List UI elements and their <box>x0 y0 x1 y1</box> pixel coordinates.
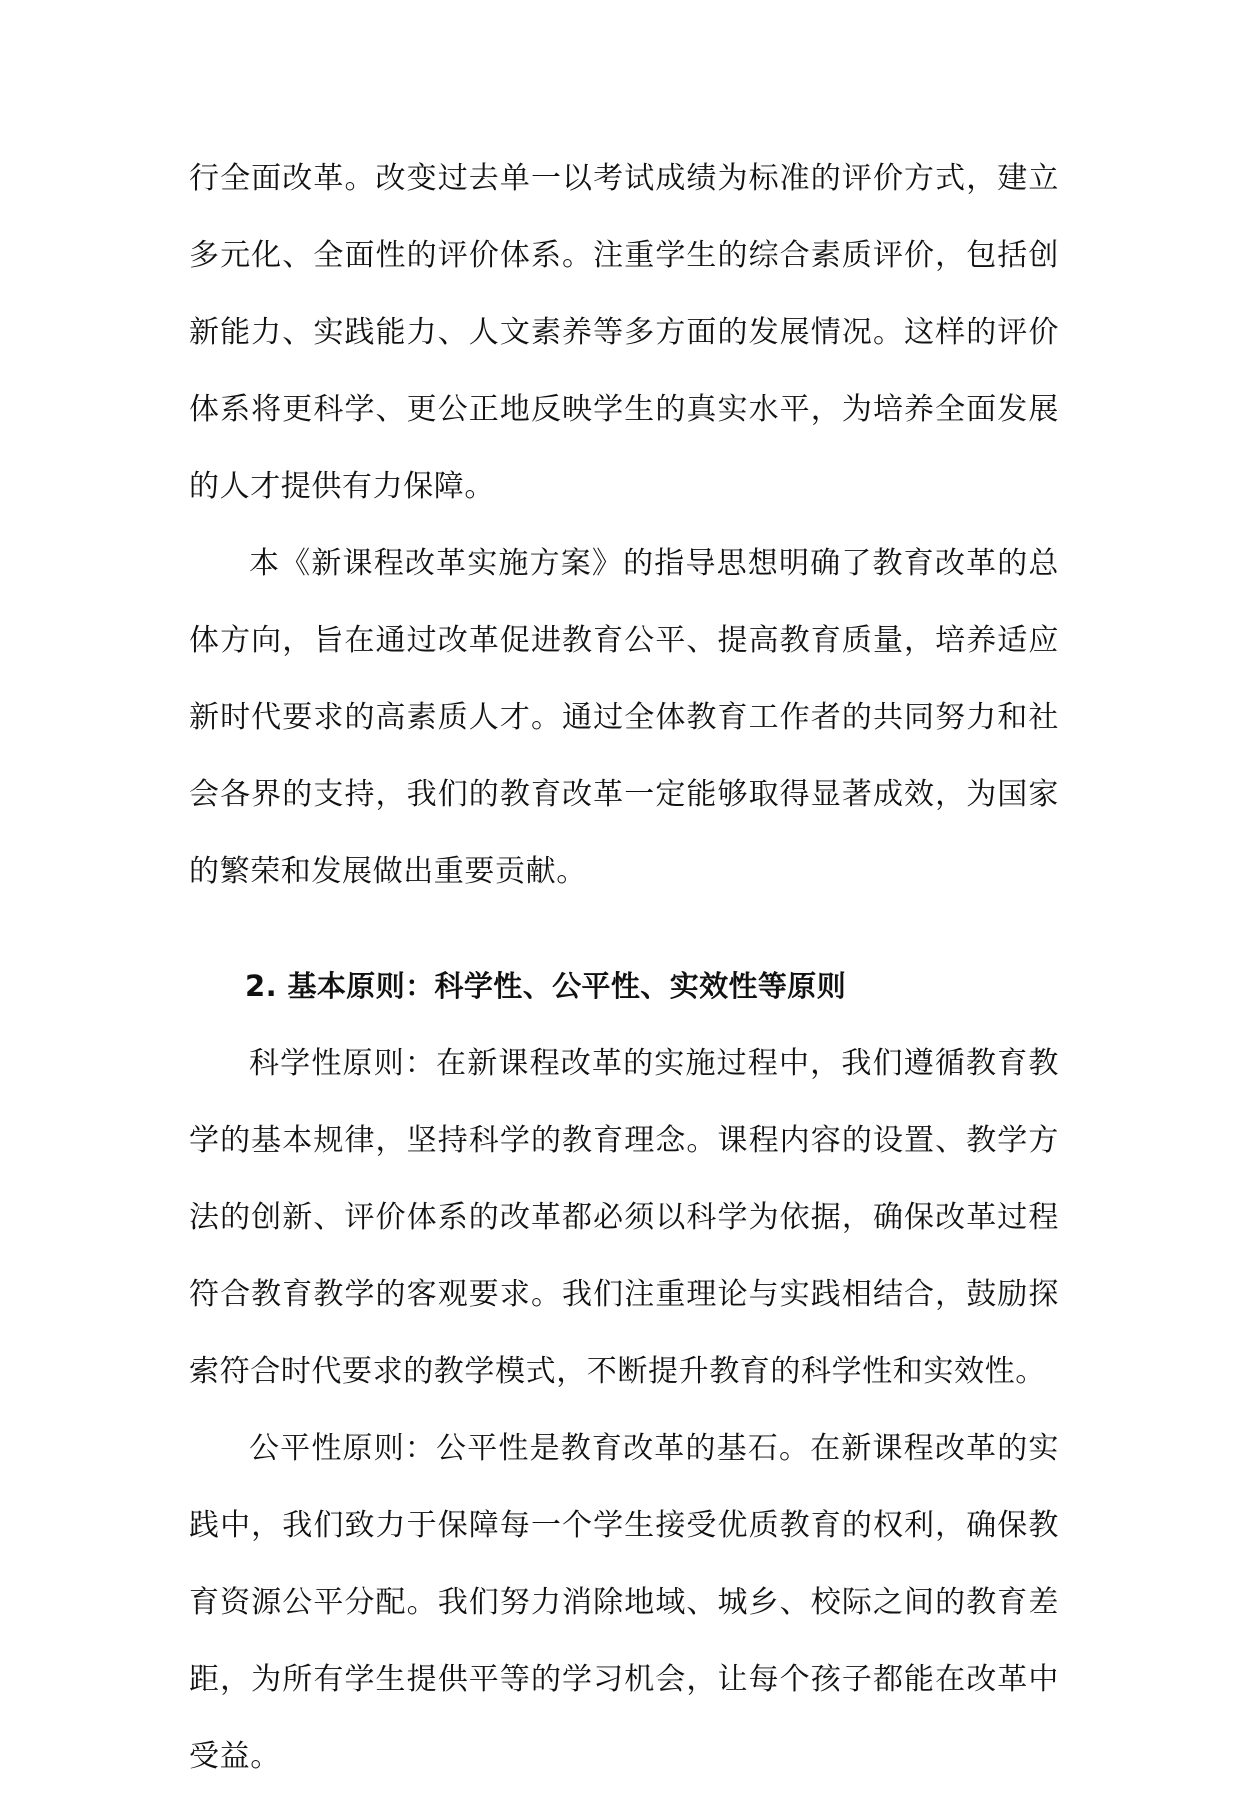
document-body <box>189 140 1059 1795</box>
section-spacer <box>189 910 1059 948</box>
section-heading-basic-principles: 2. 基本原则：科学性、公平性、实效性等原则 <box>245 969 847 1003</box>
paragraph-guiding-ideology-summary: 本《新课程改革实施方案》的指导思想明确了教育改革的总体方向，旨在通过改革促进教育公平、提高教育质量，培养适应新时代要求的高素质人才。通过全体教育工作者的共同努力和社会各界的支持，我们的教育改革一定能够取得显著成效，为国家的繁荣和发展做出重要贡献。 <box>189 546 1059 889</box>
paragraph-fairness-principle: 公平性原则：公平性是教育改革的基石。在新课程改革的实践中，我们致力于保障每一个学生接受优质教育的权利，确保教育资源公平分配。我们努力消除地域、城乡、校际之间的教育差距，为所有学生提供平等的学习机会，让每个孩子都能在改革中受益。 <box>189 1431 1059 1774</box>
paragraph-scientific-principle: 科学性原则：在新课程改革的实施过程中，我们遵循教育教学的基本规律，坚持科学的教育理念。课程内容的设置、教学方法的创新、评价体系的改革都必须以科学为依据，确保改革过程符合教育教学的客观要求。我们注重理论与实践相结合，鼓励探索符合时代要求的教学模式，不断提升教育的科学性和实效性。 <box>189 1046 1059 1389</box>
paragraph-evaluation-reform: 行全面改革。改变过去单一以考试成绩为标准的评价方式，建立多元化、全面性的评价体系。注重学生的综合素质评价，包括创新能力、实践能力、人文素养等多方面的发展情况。这样的评价体系将更科学、更公正地反映学生的真实水平，为培养全面发展的人才提供有力保障。 <box>189 161 1059 504</box>
